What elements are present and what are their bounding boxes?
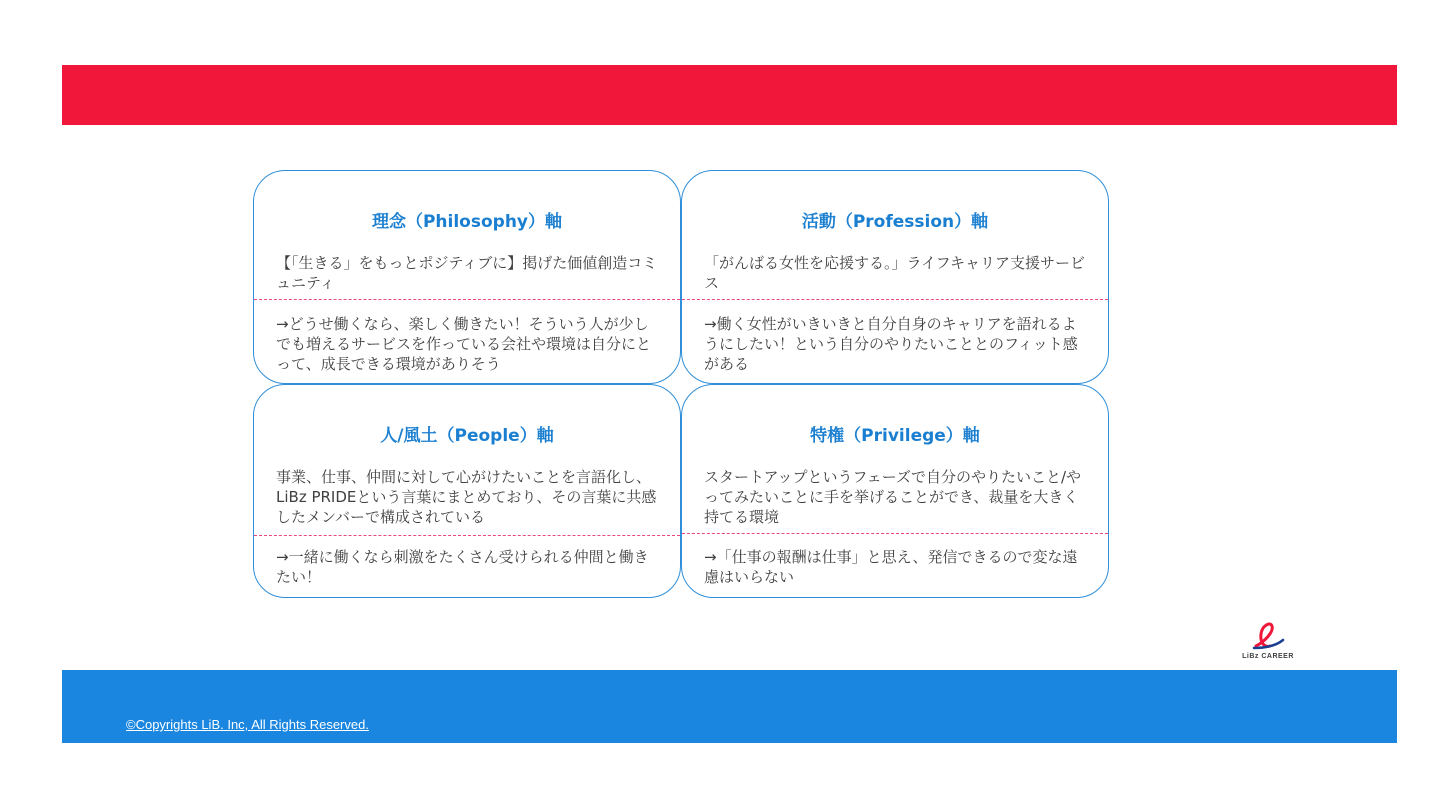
libz-career-logo	[1228, 620, 1308, 665]
card-description: 【「生きる」をもっとポジティブに】掲げた価値創造コミュニティ	[276, 254, 658, 292]
dashed-divider	[254, 535, 680, 536]
card-reason: →「仕事の報酬は仕事」と思え、発信できるので変な遠慮はいらない	[704, 548, 1078, 586]
card-profession	[681, 170, 1109, 384]
card-reason: →働く女性がいきいきと自分自身のキャリアを語れるようにしたい！という自分のやりたいこととのフィット感がある	[704, 315, 1078, 373]
footer-band	[62, 670, 1397, 743]
logo-mark-icon	[1250, 620, 1286, 652]
card-privilege	[681, 384, 1109, 598]
card-description: 事業、仕事、仲間に対して心がけたいことを言語化し、LiBz PRIDEという言葉にまとめており、その言葉に共感したメンバーで構成されている	[276, 468, 657, 526]
card-reason: →一緒に働くなら刺激をたくさん受けられる仲間と働きたい！	[276, 548, 649, 586]
card-philosophy	[253, 170, 681, 384]
card-title: 活動（Profession）軸	[801, 212, 989, 232]
card-description: スタートアップというフェーズで自分のやりたいこと/やってみたいことに手を挙げることができ、裁量を大きく持てる環境	[704, 468, 1082, 526]
dashed-divider	[682, 299, 1108, 300]
dashed-divider	[254, 299, 680, 300]
card-description: 「がんばる女性を応援する。」ライフキャリア支援サービス	[704, 254, 1086, 292]
card-reason: →どうせ働くなら、楽しく働きたい！そういう人が少しでも増えるサービスを作っている会社や環境は自分にとって、成長できる環境がありそう	[276, 315, 652, 373]
card-title: 理念（Philosophy）軸	[371, 212, 563, 232]
dashed-divider	[682, 533, 1108, 534]
card-people	[253, 384, 681, 598]
card-title: 人/風土（People）軸	[380, 426, 554, 446]
card-title: 特権（Privilege）軸	[810, 426, 980, 446]
copyright-text: ©Copyrights LiB. Inc, All Rights Reserved.	[126, 717, 369, 732]
logo-text: LiBz CAREER	[1242, 653, 1294, 660]
header-band	[62, 65, 1397, 125]
